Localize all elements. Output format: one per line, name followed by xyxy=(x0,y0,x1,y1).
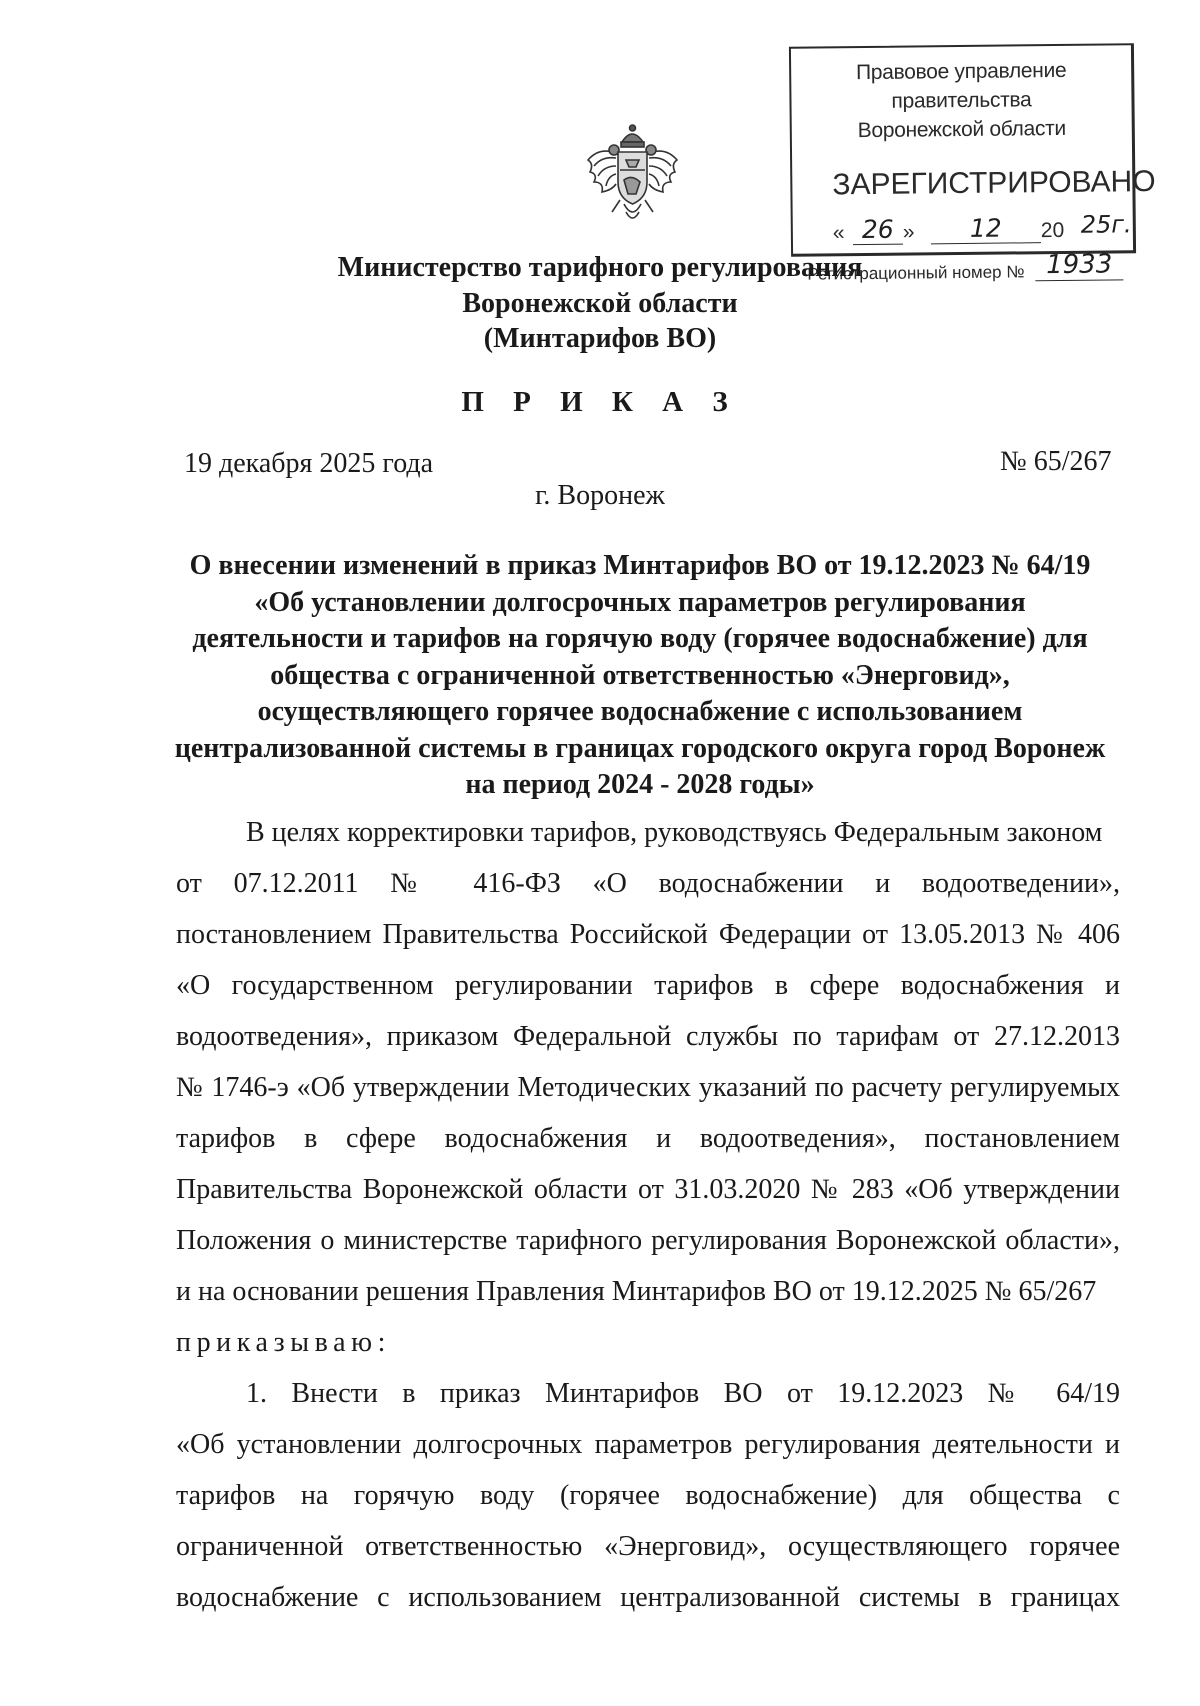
preamble-line: и на основании решения Правления Минтарифов ВО от 19.12.2025 № 65/267 xyxy=(176,1276,1097,1307)
ministry-name-line-1: Министерство тарифного регулирования xyxy=(337,252,863,283)
item-1-line: водоснабжение с использованием централизованной системы в границах xyxy=(176,1582,1120,1613)
preamble-line: № 1746-э «Об утверждении Методических указаний по расчету регулируемых xyxy=(176,1072,1120,1103)
stamp-month: 12 xyxy=(931,213,1041,244)
stamp-quote-open: « xyxy=(832,221,845,245)
subject-line: общества с ограниченной ответственностью «Энерговид», xyxy=(270,659,1010,691)
stamp-regno-value: 1933 xyxy=(1035,249,1123,281)
stamp-regno-label: Регистрационный номер № xyxy=(807,262,1025,284)
item-1-line: тарифов на горячую воду (горячее водоснабжение) для общества с xyxy=(176,1480,1120,1511)
stamp-org-line-2: Воронежской области xyxy=(857,116,1066,143)
item-1-line: «Об установлении долгосрочных параметров регулирования деятельности и xyxy=(176,1429,1120,1460)
document-date: 19 декабря 2025 года xyxy=(184,448,434,479)
document-subject xyxy=(160,548,1120,804)
preamble-line: В целях корректировки тарифов, руководствуясь Федеральным законом xyxy=(246,817,1103,848)
item-1-line: 1. Внести в приказ Минтарифов ВО от 19.12.2023 № 64/19 xyxy=(246,1378,1120,1409)
preamble-line: тарифов в сфере водоснабжения и водоотведения», постановлением xyxy=(176,1123,1120,1154)
preamble-line: Положения о министерстве тарифного регулирования Воронежской области», xyxy=(176,1225,1120,1256)
subject-line: осуществляющего горячее водоснабжение с использованием xyxy=(257,696,1023,727)
stamp-registered-label: ЗАРЕГИСТРИРОВАНО xyxy=(832,164,1156,202)
preamble-line: «О государственном регулировании тарифов в сфере водоснабжения и xyxy=(176,970,1120,1001)
stamp-org-line-1: Правовое управление правительства xyxy=(855,58,1067,113)
subject-line: деятельности и тарифов на горячую воду (горячее водоснабжение) для xyxy=(192,623,1088,654)
preamble-line: постановлением Правительства Российской Федерации от 13.05.2013 № 406 xyxy=(176,919,1120,950)
stamp-quote-close: » xyxy=(902,220,915,244)
stamp-day: 26 xyxy=(853,215,903,246)
document-type: П Р И К А З xyxy=(461,386,739,418)
registration-stamp xyxy=(789,43,1156,284)
preamble-line: от 07.12.2011 № 416-ФЗ «О водоснабжении и водоотведении», xyxy=(176,868,1120,899)
document-number: № 65/267 xyxy=(1000,446,1112,477)
coat-of-arms-icon xyxy=(580,120,685,228)
preamble-line: водоотведения», приказом Федеральной службы по тарифам от 27.12.2013 xyxy=(176,1021,1120,1052)
stamp-year-handwritten: 25г. xyxy=(1080,210,1132,239)
stamp-organization xyxy=(801,55,1122,145)
subject-line: централизованной системы в границах городского округа город Воронеж xyxy=(174,732,1106,764)
orders-word: приказываю: xyxy=(176,1327,392,1358)
stamp-year-prefix: 20 xyxy=(1040,218,1065,243)
document-city: г. Воронеж xyxy=(535,480,665,511)
subject-line: О внесении изменений в приказ Минтарифов ВО от 19.12.2023 № 64/19 xyxy=(189,550,1091,581)
item-1-line: ограниченной ответственностью «Энерговид», осуществляющего горячее xyxy=(176,1531,1120,1562)
subject-line: на период 2024 - 2028 годы» xyxy=(465,769,815,800)
preamble-line: Правительства Воронежской области от 31.03.2020 № 283 «Об утверждении xyxy=(176,1174,1120,1205)
subject-line: «Об установлении долгосрочных параметров регулирования xyxy=(254,586,1026,618)
ministry-name-line-2: Воронежской области xyxy=(462,288,738,319)
ministry-short-name: (Минтарифов ВО) xyxy=(483,323,717,354)
